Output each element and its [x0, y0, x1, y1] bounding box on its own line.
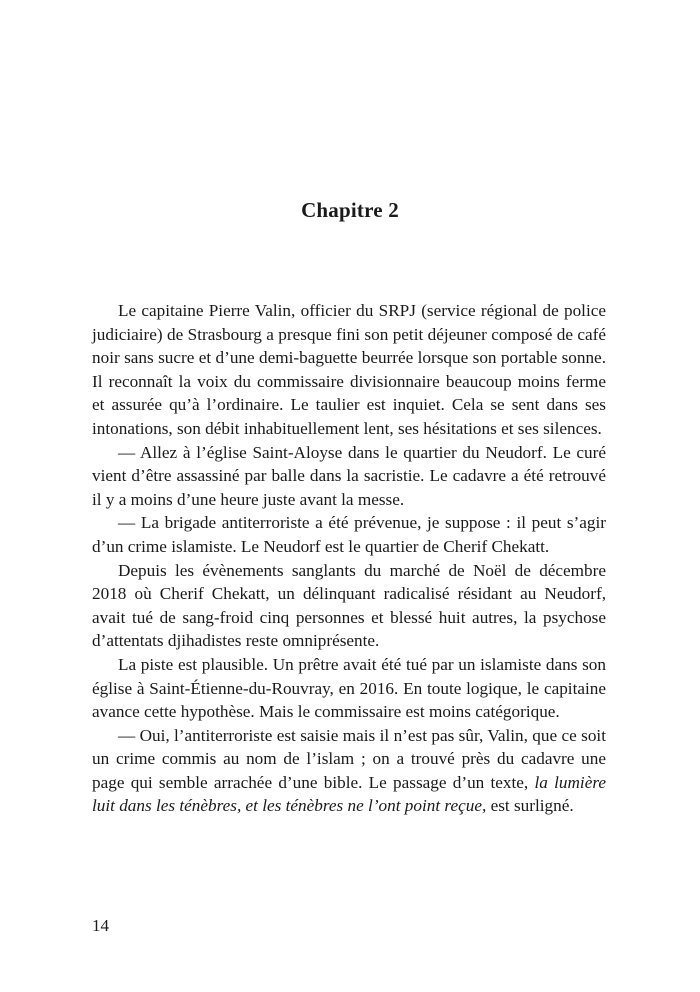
- bible-quote: la lumière luit dans les ténèbres, et les ténèbres ne l’ont point reçue,: [92, 772, 606, 816]
- page-number: 14: [92, 916, 109, 935]
- paragraph-3: — La brigade antiterroriste a été prévenue, je suppose : il peut s’agir d’un crime islamiste. Le Neudorf est le quartier de Cherif Chekatt.: [92, 513, 606, 556]
- paragraph-1: Le capitaine Pierre Valin, officier du SRPJ (service régional de police judiciaire) de Strasbourg a presque fini son petit déjeuner composé de café noir sans sucre et d’une demi-baguette beurrée lorsque son portable sonne. Il reconnaît la voix du commissaire divisionnaire beaucoup moins ferme et assurée qu’à l’ordinaire. Le taulier est inquiet. Cela se sent dans ses intonations, son débit inhabituellement lent, ses hésitations et ses silences.: [92, 301, 606, 438]
- paragraph-4: Depuis les évènements sanglants du marché de Noël de décembre 2018 où Cherif Chekatt, un délinquant radicalisé résidant au Neudorf, avait tué de sang-froid cinq personnes et blessé huit autres, la psychose d’attentats djihadistes reste omniprésente.: [92, 560, 606, 651]
- paragraph-6: [92, 724, 606, 818]
- paragraph-5: La piste est plausible. Un prêtre avait été tué par un islamiste dans son église à Saint-Étienne-du-Rouvray, en 2016. En toute logique, le capitaine avance cette hypothèse. Mais le commissaire est moins catégorique.: [92, 654, 606, 722]
- chapter-body: [92, 299, 606, 818]
- chapter-title: Chapitre 2: [301, 198, 399, 222]
- paragraph-6-text-end: est surligné.: [486, 796, 574, 816]
- paragraph-2: — Allez à l’église Saint-Aloyse dans le quartier du Neudorf. Le curé vient d’être assassiné par balle dans la sacristie. Le cadavre a été retrouvé il y a moins d’une heure juste avant la messe.: [92, 442, 606, 509]
- paragraph-6-text-start: — Oui, l’antiterroriste est saisie mais il n’est pas sûr, Valin, que ce soit un crime commis au nom de l’islam ; on a trouvé près du cadavre une page qui semble arrachée d’une bible. Le passage d’un texte,: [92, 725, 606, 792]
